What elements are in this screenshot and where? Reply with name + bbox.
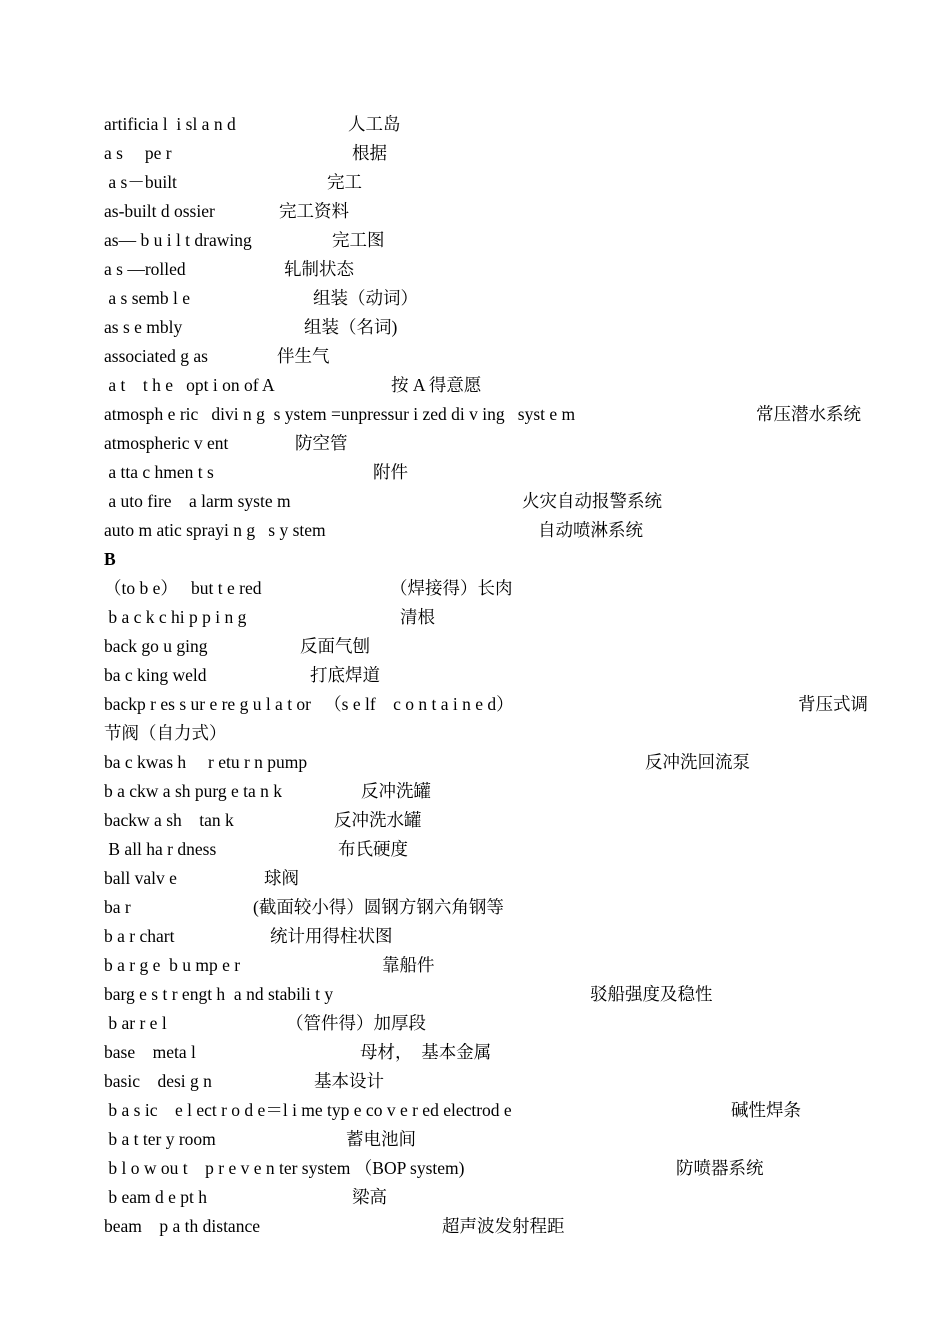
term-english: a s－built: [104, 172, 177, 192]
term-chinese: 常压潜水系统: [756, 404, 861, 424]
term-chinese: 附件: [373, 462, 408, 482]
term-chinese: 清根: [400, 607, 435, 627]
glossary-entry: [104, 1038, 884, 1067]
term-english: backw a sh tan k: [104, 810, 234, 830]
term-chinese: 反冲洗回流泵: [645, 752, 750, 772]
section-heading-b: B: [104, 549, 116, 569]
term-chinese: (截面较小得）圆钢方钢六角钢等: [253, 897, 504, 917]
term-chinese: （焊接得）长肉: [390, 578, 513, 598]
glossary-entry: [104, 168, 884, 197]
glossary-entry: [104, 574, 884, 603]
glossary-entry: [104, 835, 884, 864]
term-chinese: 按 A 得意愿: [391, 375, 482, 395]
term-english: basic desi g n: [104, 1071, 212, 1091]
term-english: a s —rolled: [104, 259, 186, 279]
term-english: ball valv e: [104, 868, 177, 888]
glossary-entry: [104, 980, 884, 1009]
term-chinese: 防喷器系统: [676, 1158, 764, 1178]
term-english: a tta c hmen t s: [104, 462, 214, 482]
term-chinese: 靠船件: [382, 955, 435, 975]
term-english: as— b u i l t drawing: [104, 230, 252, 250]
glossary-entry: [104, 1096, 884, 1125]
glossary-entry: [104, 458, 884, 487]
glossary-entry: [104, 1067, 884, 1096]
term-chinese: 防空管: [295, 433, 348, 453]
term-english: b l o w ou t p r e v e n ter system （BOP system): [104, 1158, 465, 1178]
term-english: b eam d e pt h: [104, 1187, 208, 1207]
glossary-entry: [104, 1125, 884, 1154]
glossary-entry: [104, 864, 884, 893]
term-chinese: 反冲洗水罐: [334, 810, 422, 830]
glossary-entry: [104, 1154, 884, 1183]
term-chinese: 完工: [327, 172, 362, 192]
term-chinese: 轧制状态: [284, 259, 354, 279]
term-chinese: 统计用得柱状图: [270, 926, 393, 946]
term-chinese: 梁高: [352, 1187, 387, 1207]
term-english: b a r chart: [104, 926, 175, 946]
glossary-entry: [104, 197, 884, 226]
term-english: back go u ging: [104, 636, 208, 656]
term-english: b ar r e l: [104, 1013, 167, 1033]
term-english: a uto fire a larm syste m: [104, 491, 291, 511]
term-english: （to b e） but t e red: [104, 578, 262, 598]
glossary-entry: [104, 139, 884, 168]
term-english: a t t h e opt i on of A: [104, 375, 275, 395]
term-english: B all ha r dness: [104, 839, 217, 859]
term-english: as s e mbly: [104, 317, 183, 337]
term-chinese: 伴生气: [277, 346, 330, 366]
term-chinese: 组装（动词）: [313, 288, 418, 308]
term-english: atmosph e ric divi n g s ystem =unpressur i zed di v ing syst e m: [104, 404, 576, 424]
term-english: backp r es s ur e re g u l a t or （s e lf c o n t a i n e d）: [104, 694, 514, 714]
term-english: as-built d ossier: [104, 201, 215, 221]
term-chinese: 打底焊道: [310, 665, 380, 685]
term-chinese: 背压式调: [798, 694, 868, 714]
term-chinese: 母材， 基本金属: [360, 1042, 492, 1062]
glossary-entry: [104, 922, 884, 951]
term-chinese: 反面气刨: [300, 636, 370, 656]
term-english: a s semb l e: [104, 288, 191, 308]
term-english: b a ckw a sh purg e ta n k: [104, 781, 283, 801]
glossary-entry: [104, 603, 884, 632]
glossary-entry: [104, 690, 884, 748]
term-english: b a c k c hi p p i n g: [104, 607, 247, 627]
term-chinese: 反冲洗罐: [361, 781, 431, 801]
glossary-entry: [104, 313, 884, 342]
term-chinese: 驳船强度及稳性: [590, 984, 713, 1004]
glossary-entry: [104, 110, 884, 139]
term-chinese: 基本设计: [314, 1071, 384, 1091]
glossary-entry: [104, 342, 884, 371]
term-chinese: 组装（名词): [304, 317, 398, 337]
glossary-entry: [104, 1212, 884, 1241]
term-chinese: 完工资料: [279, 201, 349, 221]
term-english: barg e s t r engt h a nd stabili t y: [104, 984, 334, 1004]
term-english: base meta l: [104, 1042, 196, 1062]
glossary-entry: [104, 516, 884, 545]
glossary-entry: [104, 1183, 884, 1212]
term-chinese: 完工图: [332, 230, 385, 250]
term-chinese: 球阀: [264, 868, 299, 888]
glossary-entry: [104, 371, 884, 400]
glossary-entry: [104, 1009, 884, 1038]
glossary-entry: [104, 893, 884, 922]
term-english: beam p a th distance: [104, 1216, 260, 1236]
term-chinese: 蓄电池间: [346, 1129, 416, 1149]
term-english: atmospheric v ent: [104, 433, 229, 453]
term-chinese-continued: 节阀（自力式）: [104, 723, 227, 743]
glossary-entry: [104, 226, 884, 255]
term-english: artificia l i sl a n d: [104, 114, 236, 134]
glossary-entry: [104, 429, 884, 458]
glossary-entry: [104, 951, 884, 980]
term-chinese: 火灾自动报警系统: [522, 491, 662, 511]
term-chinese: 自动喷淋系统: [538, 520, 643, 540]
glossary-entry: [104, 400, 884, 429]
glossary-entry: [104, 284, 884, 313]
term-chinese: 人工岛: [348, 114, 401, 134]
term-english: b a t ter y room: [104, 1129, 216, 1149]
term-english: ba c king weld: [104, 665, 207, 685]
term-english: auto m atic sprayi n g s y stem: [104, 520, 326, 540]
term-english: b a r g e b u mp e r: [104, 955, 241, 975]
term-chinese: （管件得）加厚段: [286, 1013, 426, 1033]
glossary-entry: [104, 661, 884, 690]
term-english: b a s ic e l ect r o d e＝l i me typ e co v e r ed electrod e: [104, 1100, 512, 1120]
glossary-entry: [104, 777, 884, 806]
glossary-entry: [104, 748, 884, 777]
glossary-entry: [104, 632, 884, 661]
term-english: ba c kwas h r etu r n pump: [104, 752, 308, 772]
term-english: ba r: [104, 897, 131, 917]
glossary-entry: [104, 255, 884, 284]
term-chinese: 根据: [352, 143, 387, 163]
glossary-entry: [104, 487, 884, 516]
glossary-entry: [104, 806, 884, 835]
term-english: a s pe r: [104, 143, 172, 163]
term-english: associated g as: [104, 346, 208, 366]
term-chinese: 布氏硬度: [338, 839, 408, 859]
term-chinese: 碱性焊条: [731, 1100, 801, 1120]
term-chinese: 超声波发射程距: [442, 1216, 565, 1236]
